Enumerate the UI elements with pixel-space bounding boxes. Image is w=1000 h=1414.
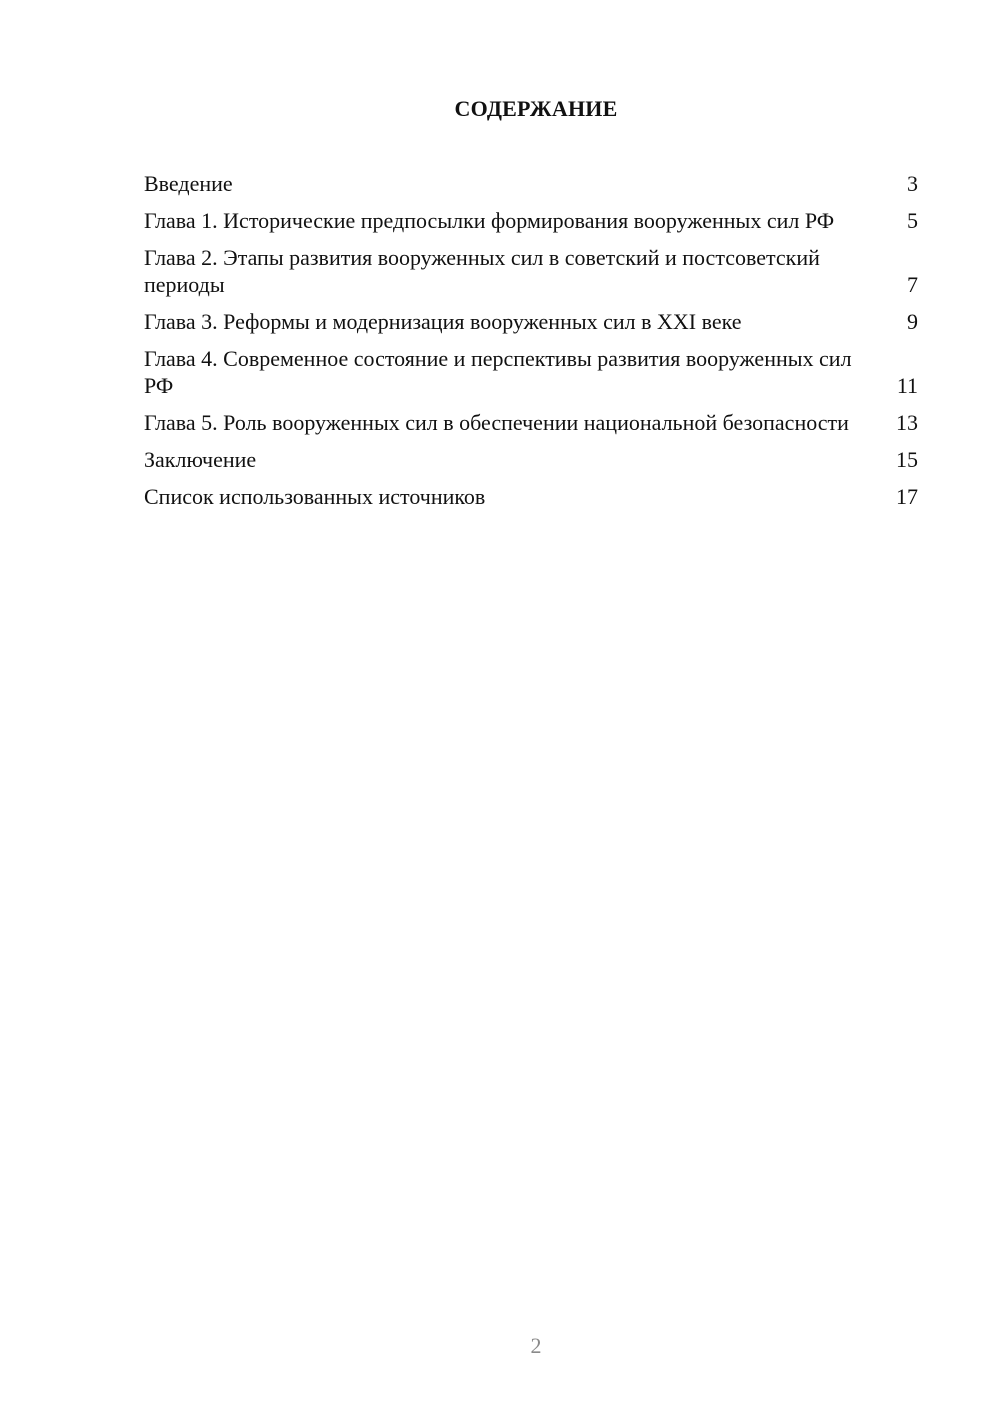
toc-entry-text: Глава 3. Реформы и модернизация вооруженных сил в XXI веке bbox=[144, 309, 742, 334]
toc-entry-text: Глава 1. Исторические предпосылки формирования вооруженных сил РФ bbox=[144, 208, 835, 233]
toc-entry-chapter-3[interactable] bbox=[144, 308, 918, 335]
toc-entry-text: Глава 5. Роль вооруженных сил в обеспечении национальной безопасности bbox=[144, 410, 849, 435]
toc-entry-introduction[interactable] bbox=[144, 170, 918, 197]
toc-entry-text: Список использованных источников bbox=[144, 484, 486, 509]
toc-entry-page: 9 bbox=[907, 309, 918, 334]
toc-entry-chapter-4[interactable] bbox=[144, 345, 918, 399]
toc-entry-references[interactable] bbox=[144, 483, 918, 510]
toc-entry-conclusion[interactable] bbox=[144, 446, 918, 473]
toc-entry-page: 15 bbox=[896, 447, 918, 472]
toc-entry-page: 13 bbox=[896, 410, 918, 435]
toc-entry-text: Глава 2. Этапы развития вооруженных сил в советский и постсоветский периоды bbox=[144, 245, 820, 297]
toc-entry-text: Глава 4. Современное состояние и перспективы развития вооруженных сил РФ bbox=[144, 346, 852, 398]
toc-entry-page: 3 bbox=[907, 171, 918, 196]
toc-entry-page: 7 bbox=[907, 272, 918, 297]
toc-entry-page: 5 bbox=[907, 208, 918, 233]
page-title: СОДЕРЖАНИЕ bbox=[454, 96, 618, 121]
toc-entry-text: Введение bbox=[144, 171, 233, 196]
toc-entry-page: 11 bbox=[896, 373, 918, 398]
toc-entry-page: 17 bbox=[896, 484, 918, 509]
page-number: 2 bbox=[530, 1333, 542, 1358]
table-of-contents bbox=[144, 170, 918, 520]
toc-entry-chapter-5[interactable] bbox=[144, 409, 918, 436]
toc-entry-chapter-1[interactable] bbox=[144, 207, 918, 234]
toc-entry-text: Заключение bbox=[144, 447, 257, 472]
toc-entry-chapter-2[interactable] bbox=[144, 244, 918, 298]
